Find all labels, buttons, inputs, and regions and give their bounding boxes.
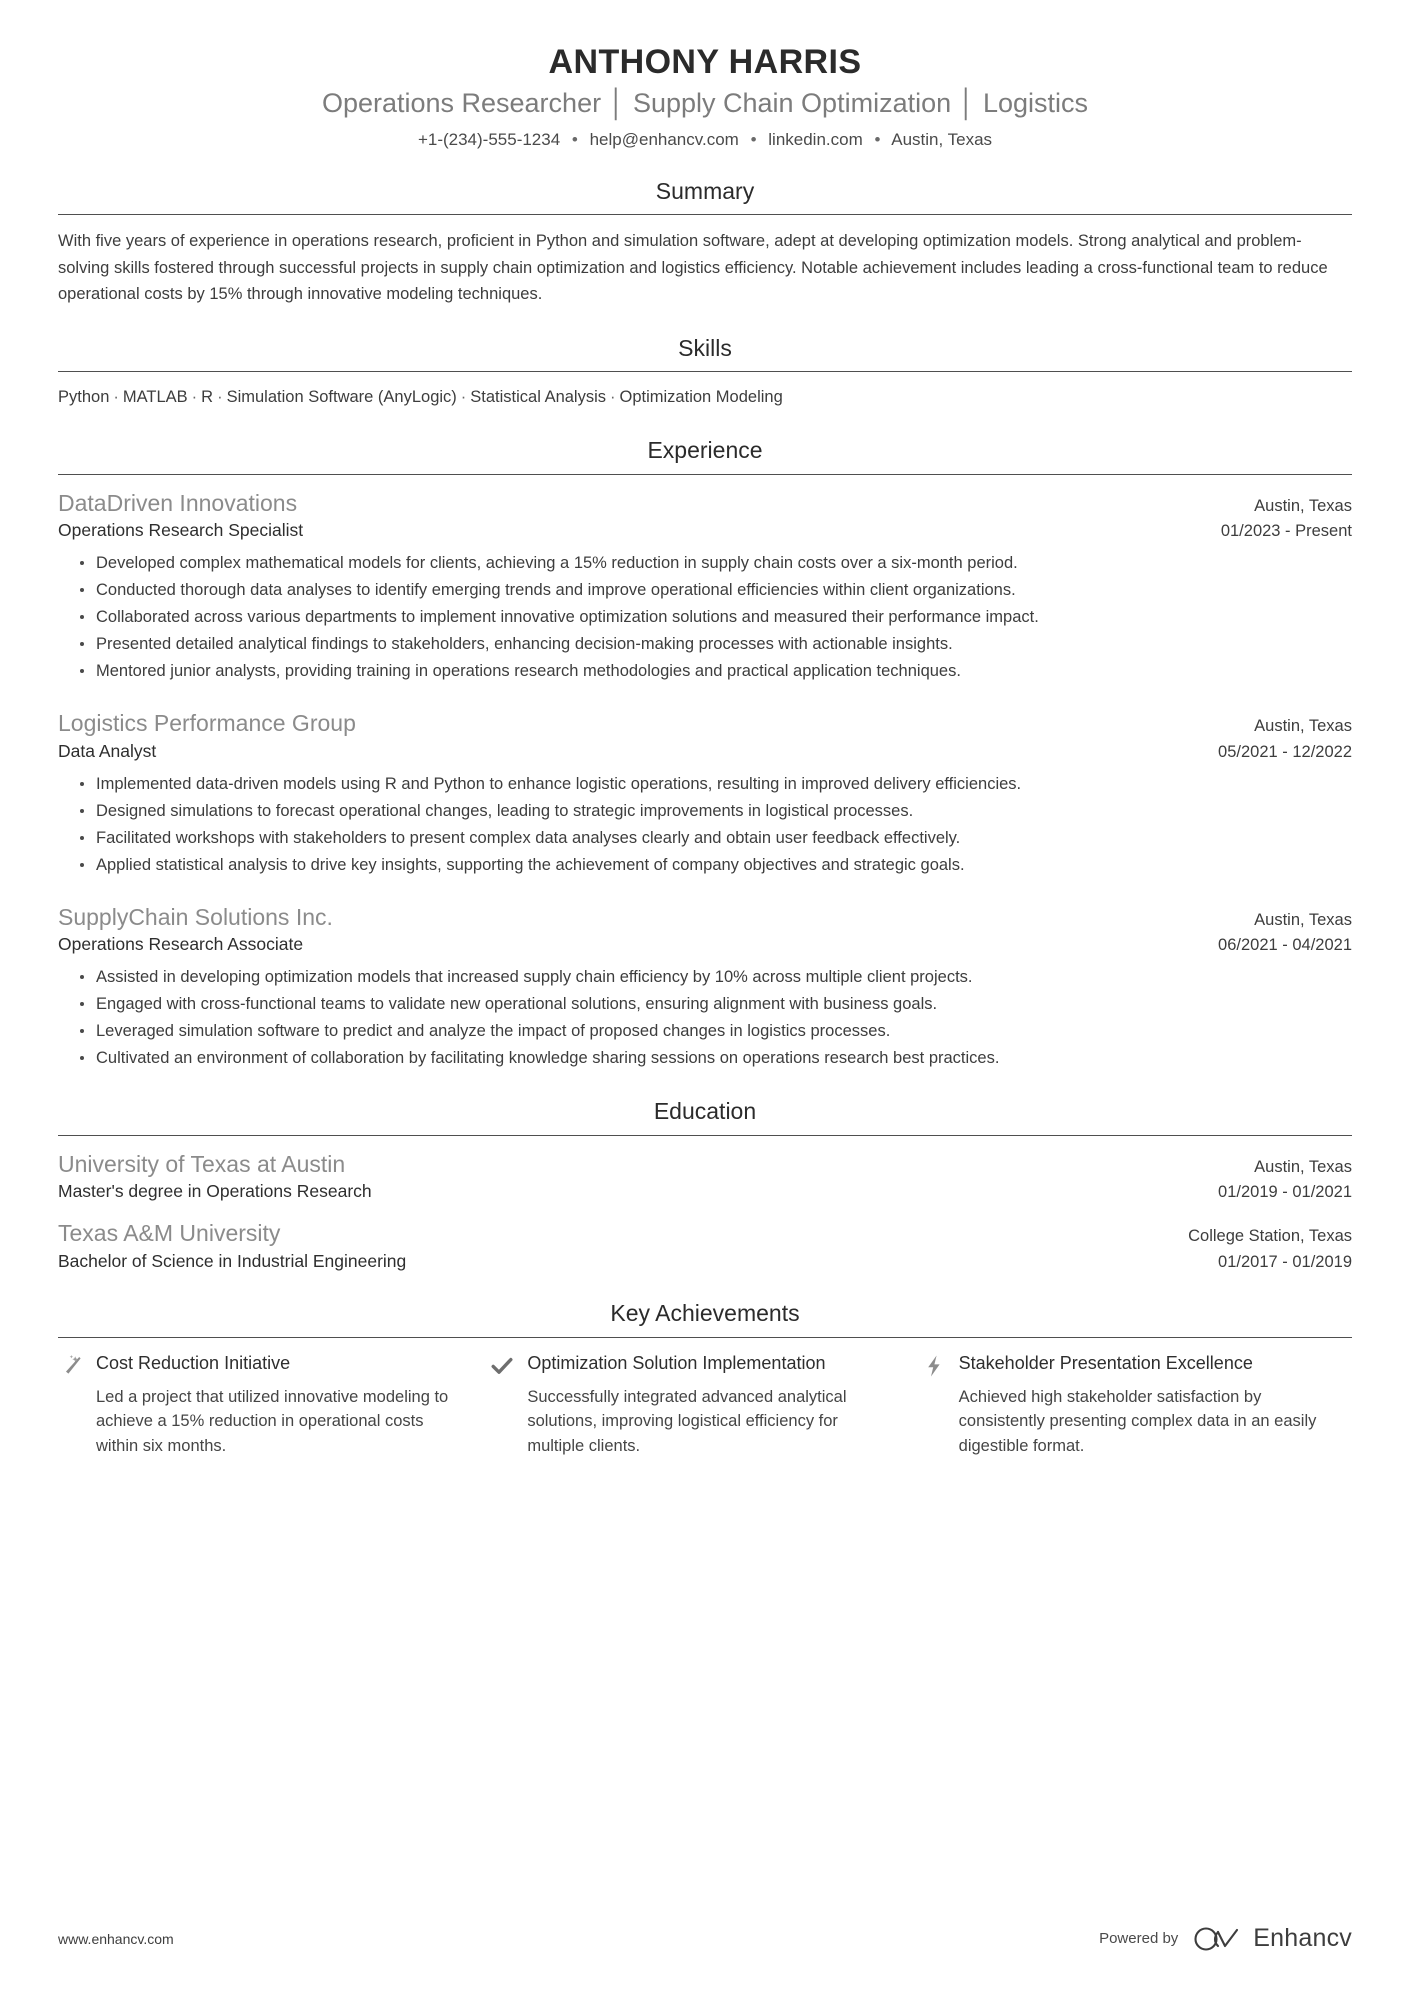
experience-bullet: Cultivated an environment of collaboration by facilitating knowledge sharing sessions on operations research best practices. bbox=[80, 1045, 1352, 1071]
skill-item: Simulation Software (AnyLogic) bbox=[226, 388, 457, 407]
summary-text: With five years of experience in operations research, proficient in Python and simulation software, adept at developing optimization models. Strong analytical and problem-solving skills fostered through successful projects in supply chain optimization and logistics efficiency. Notable achievement includes leading a cross-functional team to reduce operational costs by 15% through innovative modeling techniques. bbox=[58, 232, 1328, 304]
section-title-experience: Experience bbox=[647, 437, 763, 464]
candidate-tagline: Operations Researcher │ Supply Chain Optimization │ Logistics bbox=[321, 88, 1089, 119]
education-entry-header bbox=[58, 1218, 1352, 1248]
experience-entry-header bbox=[58, 902, 1352, 932]
summary-body bbox=[58, 215, 1352, 307]
resume-header bbox=[58, 42, 1352, 151]
footer-url[interactable]: www.enhancv.com bbox=[58, 1930, 174, 1947]
experience-bullet: Designed simulations to forecast operational changes, leading to strategic improvements in logistical processes. bbox=[80, 798, 1352, 824]
education-entry-header bbox=[58, 1149, 1352, 1179]
education-entry-subheader bbox=[58, 1179, 1352, 1204]
skill-item: Optimization Modeling bbox=[619, 388, 783, 407]
achievement-body bbox=[96, 1352, 455, 1459]
experience-dates: 06/2021 - 04/2021 bbox=[1218, 936, 1352, 955]
skill-separator: · bbox=[460, 388, 467, 407]
contact-location: Austin, Texas bbox=[891, 129, 993, 149]
skill-separator: · bbox=[113, 388, 119, 407]
experience-bullet: Assisted in developing optimization models that increased supply chain efficiency by 10% across multiple client projects. bbox=[80, 964, 1352, 990]
experience-location: Austin, Texas bbox=[1254, 717, 1352, 736]
experience-bullet: Implemented data-driven models using R and Python to enhance logistic operations, resulting in improved delivery efficiencies. bbox=[80, 771, 1352, 797]
skill-item: R bbox=[201, 388, 214, 407]
skill-separator: · bbox=[610, 388, 616, 407]
education-entries bbox=[58, 1136, 1352, 1273]
footer-branding bbox=[1099, 1924, 1352, 1953]
education-degree: Bachelor of Science in Industrial Engineering bbox=[58, 1250, 407, 1271]
magic-wand-icon bbox=[58, 1352, 84, 1378]
experience-bullet: Collaborated across various departments to implement innovative optimization solutions and measured their performance impact. bbox=[80, 604, 1352, 630]
experience-organization: SupplyChain Solutions Inc. bbox=[58, 903, 333, 930]
section-title-skills: Skills bbox=[678, 334, 732, 361]
skills-body bbox=[58, 372, 1352, 410]
experience-location: Austin, Texas bbox=[1254, 910, 1352, 929]
skill-item: Statistical Analysis bbox=[470, 388, 607, 407]
education-dates: 01/2019 - 01/2021 bbox=[1218, 1183, 1352, 1202]
education-institution: University of Texas at Austin bbox=[58, 1151, 346, 1177]
achievements-grid bbox=[58, 1338, 1352, 1459]
achievement-title: Stakeholder Presentation Excellence bbox=[958, 1353, 1253, 1374]
experience-bullets bbox=[58, 964, 1352, 1071]
experience-bullets bbox=[58, 771, 1352, 878]
experience-entries bbox=[58, 475, 1352, 1071]
check-icon bbox=[489, 1352, 515, 1378]
achievement-item bbox=[58, 1352, 489, 1459]
lightning-bolt-icon bbox=[921, 1352, 947, 1378]
achievement-title: Cost Reduction Initiative bbox=[96, 1353, 291, 1374]
experience-entry-header bbox=[58, 488, 1352, 518]
skill-separator: · bbox=[217, 388, 223, 407]
section-experience bbox=[58, 436, 1352, 1071]
section-education bbox=[58, 1097, 1352, 1273]
experience-dates: 01/2023 - Present bbox=[1220, 522, 1352, 541]
enhancv-wordmark: Enhancv bbox=[1253, 1924, 1352, 1952]
experience-role: Operations Research Associate bbox=[58, 934, 304, 955]
achievement-body bbox=[527, 1352, 886, 1459]
education-entry bbox=[58, 1149, 1352, 1204]
footer-powered-by-label: Powered by bbox=[1099, 1930, 1179, 1947]
section-title-summary: Summary bbox=[655, 177, 755, 204]
achievement-body bbox=[959, 1352, 1318, 1459]
education-location: Austin, Texas bbox=[1254, 1158, 1352, 1176]
page-footer bbox=[58, 1924, 1352, 1953]
section-skills bbox=[58, 334, 1352, 411]
achievement-description: Achieved high stakeholder satisfaction by consistently presenting complex data in an easily digestible format. bbox=[958, 1387, 1317, 1456]
achievement-description: Successfully integrated advanced analytical solutions, improving logistical efficiency for multiple clients. bbox=[527, 1387, 847, 1456]
experience-organization: Logistics Performance Group bbox=[58, 710, 356, 737]
experience-organization: DataDriven Innovations bbox=[58, 489, 298, 516]
achievement-title: Optimization Solution Implementation bbox=[527, 1353, 826, 1374]
experience-bullet: Developed complex mathematical models for clients, achieving a 15% reduction in supply chain costs over a six-month period. bbox=[80, 550, 1352, 576]
experience-bullet: Facilitated workshops with stakeholders to present complex data analyses clearly and obtain user feedback effectively. bbox=[80, 825, 1352, 851]
contact-email[interactable]: help@enhancv.com bbox=[589, 129, 739, 149]
experience-bullets bbox=[58, 550, 1352, 684]
contact-phone: +1-(234)-555-1234 bbox=[417, 129, 561, 149]
experience-bullet: Presented detailed analytical findings to stakeholders, enhancing decision-making processes with actionable insights. bbox=[80, 631, 1352, 657]
contact-line bbox=[58, 129, 1352, 151]
enhancv-logo-icon bbox=[1192, 1925, 1244, 1953]
experience-entry-header bbox=[58, 708, 1352, 738]
section-title-achievements: Key Achievements bbox=[610, 1300, 800, 1327]
education-location: College Station, Texas bbox=[1188, 1227, 1352, 1246]
achievement-item bbox=[489, 1352, 920, 1459]
experience-bullet: Mentored junior analysts, providing training in operations research methodologies and practical application techniques. bbox=[80, 658, 1352, 684]
experience-entry bbox=[58, 708, 1352, 877]
education-entry bbox=[58, 1218, 1352, 1273]
candidate-name: ANTHONY HARRIS bbox=[548, 43, 862, 81]
experience-dates: 05/2021 - 12/2022 bbox=[1218, 742, 1352, 761]
contact-separator: • bbox=[874, 129, 881, 149]
contact-separator: • bbox=[571, 129, 578, 149]
skill-separator: · bbox=[191, 388, 198, 407]
experience-location: Austin, Texas bbox=[1254, 496, 1352, 515]
experience-entry-subheader bbox=[58, 932, 1352, 957]
experience-entry bbox=[58, 902, 1352, 1071]
contact-separator: • bbox=[750, 129, 757, 149]
experience-bullet: Applied statistical analysis to drive key insights, supporting the achievement of company objectives and strategic goals. bbox=[80, 852, 1352, 878]
enhancv-brand bbox=[1192, 1924, 1352, 1953]
education-entry-subheader bbox=[58, 1249, 1352, 1274]
contact-linkedin[interactable]: linkedin.com bbox=[768, 129, 863, 149]
skill-item: Python bbox=[58, 388, 110, 407]
experience-role: Data Analyst bbox=[58, 740, 157, 761]
education-degree: Master's degree in Operations Research bbox=[58, 1181, 372, 1202]
experience-entry-subheader bbox=[58, 518, 1352, 543]
experience-entry bbox=[58, 488, 1352, 685]
achievement-description: Led a project that utilized innovative modeling to achieve a 15% reduction in operational costs within six months. bbox=[96, 1387, 449, 1456]
section-key-achievements bbox=[58, 1299, 1352, 1458]
section-title-education: Education bbox=[653, 1098, 757, 1125]
achievement-item bbox=[921, 1352, 1352, 1459]
education-dates: 01/2017 - 01/2019 bbox=[1218, 1252, 1352, 1271]
experience-bullet: Leveraged simulation software to predict and analyze the impact of proposed changes in logistics processes. bbox=[80, 1018, 1352, 1044]
skills-list bbox=[58, 385, 1352, 410]
experience-bullet: Conducted thorough data analyses to identify emerging trends and improve operational efficiencies within client organizations. bbox=[80, 577, 1352, 603]
experience-bullet: Engaged with cross-functional teams to validate new operational solutions, ensuring alignment with business goals. bbox=[80, 991, 1352, 1017]
experience-entry-subheader bbox=[58, 739, 1352, 764]
skill-item: MATLAB bbox=[122, 388, 188, 407]
section-summary bbox=[58, 177, 1352, 308]
education-institution: Texas A&M University bbox=[58, 1220, 281, 1247]
experience-role: Operations Research Specialist bbox=[58, 520, 304, 541]
